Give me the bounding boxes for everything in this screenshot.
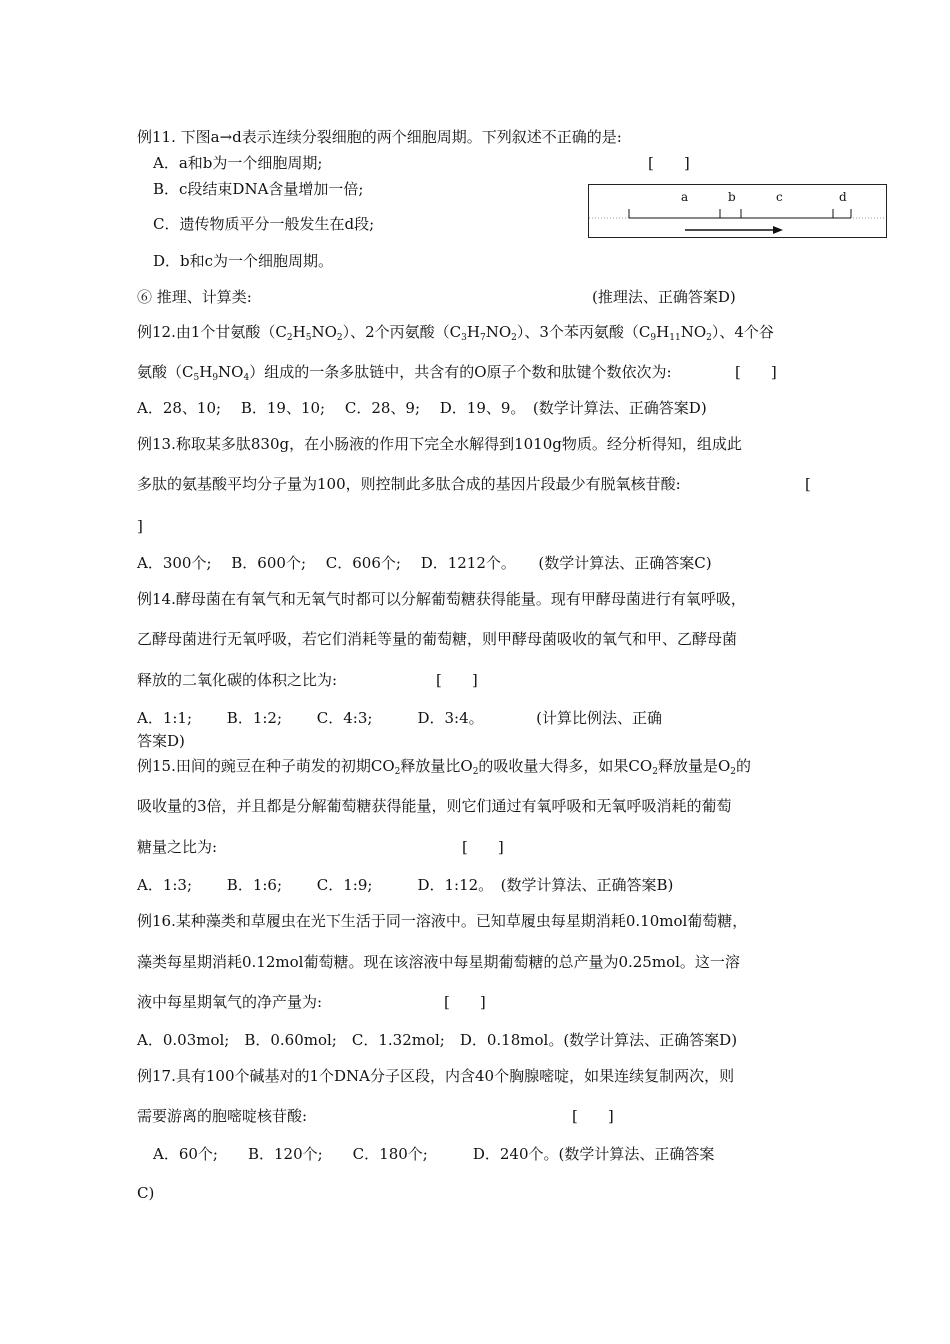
- section-title: ⑥ 推理、计算类:: [137, 288, 252, 306]
- q14-options-cont: 答案D): [137, 732, 185, 750]
- q11-stem: 例11. 下图a→d表示连续分裂细胞的两个细胞周期。下列叙述不正确的是:: [137, 128, 622, 146]
- q16-answer-bracket: [ ]: [444, 993, 486, 1011]
- q17-line-1: 例17.具有100个碱基对的1个DNA分子区段，内含40个胸腺嘧啶，如果连续复制两次，则: [137, 1067, 735, 1085]
- q14-line-3: 释放的二氧化碳的体积之比为:: [137, 671, 338, 689]
- q17-options-cont: C): [137, 1184, 155, 1202]
- q11-option-a: A．a和b为一个细胞周期;: [153, 154, 323, 172]
- q17-line-2: 需要游离的胞嘧啶核苷酸:: [137, 1107, 308, 1125]
- cell-cycle-figure: [588, 184, 887, 238]
- q12-line-1: 例12.由1个甘氨酸$(C_2H_5NO_2)$、2个丙氨酸$(C_3H_7NO_2)$、3个苯丙氨酸$(C_9H_{11}NO_2)$、4个谷: [137, 323, 774, 343]
- q15-options: A．1:3; B．1:6; C．1:9; D．1:12。 (数学计算法、正确答案B): [137, 876, 674, 894]
- q12-line-2: 氨酸$(C_5H_9NO_4)$组成的一条多肽链中，共含有的O原子个数和肽键个数依次为:: [137, 363, 672, 383]
- q14-options: A．1:1; B．1:2; C．4:3; D．3:4。 (计算比例法、正确: [137, 709, 662, 727]
- q13-line-1: 例13.称取某多肽830g，在小肠液的作用下完全水解得到1010g物质。经分析得知，组成此: [137, 435, 742, 453]
- q15-line-3: 糖量之比为:: [137, 838, 218, 856]
- section-note: (推理法、正确答案D): [592, 288, 736, 306]
- q16-line-2: 藻类每星期消耗0.12mol葡萄糖。现在该溶液中每星期葡萄糖的总产量为0.25mol。这一溶: [137, 953, 740, 971]
- q14-answer-bracket: [ ]: [436, 671, 478, 689]
- q17-options: A．60个; B．120个; C．180个; D．240个。(数学计算法、正确答案: [153, 1145, 715, 1163]
- q16-line-1: 例16.某种藻类和草履虫在光下生活于同一溶液中。已知草履虫每星期消耗0.10mol葡萄糖，: [137, 912, 748, 930]
- segment-label-a: a: [681, 190, 689, 204]
- q15-answer-bracket: [ ]: [462, 838, 504, 856]
- segment-label-c: c: [776, 190, 783, 204]
- q14-line-1: 例14.酵母菌在有氧气和无氧气时都可以分解葡萄糖获得能量。现有甲酵母菌进行有氧呼吸，: [137, 590, 746, 608]
- q12-options: A．28、10; B．19、10; C．28、9; D．19、9。 (数学计算法、正确答案D): [137, 399, 707, 417]
- q12-answer-bracket: [ ]: [735, 363, 777, 381]
- q15-line-1: 例15.田间的豌豆在种子萌发的初期$CO_2$释放量比$O_2$的吸收量大得多，如果$CO_2$释放量是$O_2$的: [137, 757, 751, 777]
- q11-option-d: D．b和c为一个细胞周期。: [153, 252, 334, 270]
- segment-label-b: b: [728, 190, 736, 204]
- q11-option-c: C．遗传物质平分一般发生在d段;: [153, 215, 375, 233]
- q13-bracket-open: [: [805, 475, 811, 493]
- q13-bracket-close: ]: [137, 517, 143, 535]
- q13-options: A．300个; B．600个; C．606个; D．1212个。 (数学计算法、正确答案C): [137, 554, 712, 572]
- q13-line-2: 多肽的氨基酸平均分子量为100，则控制此多肽合成的基因片段最少有脱氧核苷酸:: [137, 475, 681, 493]
- q14-line-2: 乙酵母菌进行无氧呼吸，若它们消耗等量的葡萄糖，则甲酵母菌吸收的氧气和甲、乙酵母菌: [137, 630, 738, 648]
- arrow-head-icon: [773, 226, 783, 234]
- q16-line-3: 液中每星期氧气的净产量为:: [137, 993, 323, 1011]
- q15-line-2: 吸收量的3倍，并且都是分解葡萄糖获得能量，则它们通过有氧呼吸和无氧呼吸消耗的葡萄: [137, 797, 732, 815]
- q17-answer-bracket: [ ]: [572, 1107, 614, 1125]
- q16-options: A．0.03mol; B．0.60mol; C．1.32mol; D．0.18mol。(数学计算法、正确答案D): [137, 1031, 738, 1049]
- q11-option-b: B．c段结束DNA含量增加一倍;: [153, 180, 364, 198]
- q11-answer-bracket: [ ]: [648, 154, 690, 172]
- segment-label-d: d: [839, 190, 847, 204]
